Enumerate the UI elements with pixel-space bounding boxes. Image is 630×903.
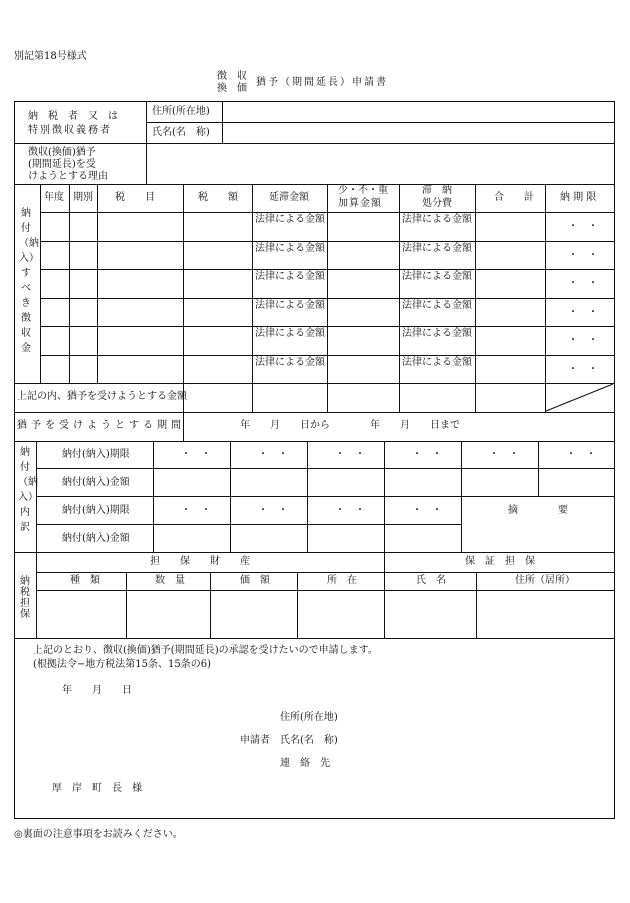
application-statement: 上記のとおり、徴収(換価)猶予(期間延長)の承認を受けたいので申請します。 [33,645,378,656]
row5-deadline: ・ ・ [568,335,598,346]
addressee: 厚 岸 町 長 様 [52,783,142,794]
inst-date: ・ ・ [181,449,211,460]
row6-deadline: ・ ・ [568,364,598,375]
payable-side-label: 納付（納入）すべき徴収金 [19,208,39,354]
row1-disposal: 法律による金額 [402,214,472,225]
property-header: 担 保 財 産 [150,556,250,567]
period-value: 年 月 日から 年 月 日まで [240,420,460,431]
name-label: 氏名(名 称) [152,127,210,138]
applicant-address: 住所(所在地) [280,712,338,723]
application-date: 年 月 日 [62,685,132,696]
row1-delinquency: 法律による金額 [255,214,325,225]
reason-label-3: けようとする理由 [28,171,108,182]
row1-deadline: ・ ・ [568,221,598,232]
row5-delinquency: 法律による金額 [255,328,325,339]
col-year: 年度 [44,192,64,203]
title-convert: 換 価 [217,83,247,94]
row4-delinquency: 法律による金額 [255,300,325,311]
col-tax-amount: 税 額 [198,192,238,203]
col-value: 価 額 [240,575,270,586]
inst-date: ・ ・ [181,505,211,516]
diagonal-slash [545,383,614,412]
row2-deadline: ・ ・ [568,250,598,261]
row5-disposal: 法律による金額 [402,328,472,339]
page-title: 猶予（期間延長）申請書 [256,77,388,88]
period-label: 猶予を受けようとする期間 [17,420,185,431]
form-number: 別記第18号様式 [14,51,87,62]
row3-disposal: 法律による金額 [402,271,472,282]
col-quantity: 数 量 [155,575,185,586]
special-collector-label: 特別徴収義務者 [28,125,112,136]
col-penalty-2: 加算金額 [338,198,382,209]
inst-date: ・ ・ [335,449,365,460]
inst-date: ・ ・ [566,449,596,460]
breakdown-side-label: 納付（納入）内訳 [18,447,38,533]
remarks-label: 摘 要 [508,505,568,516]
col-period: 期別 [73,192,93,203]
applicant-contact: 連 絡 先 [280,758,330,769]
col-tax-item: 税 目 [115,192,155,203]
taxpayer-label: 納 税 者 又 は [28,111,118,122]
row3-delinquency: 法律による金額 [255,271,325,282]
reason-label-1: 徴収(換価)猶予 [28,147,96,158]
legal-basis: (根拠法令−地方税法第15条、15条の6) [33,659,211,670]
col-guarantor-name: 氏 名 [416,575,446,586]
col-residence: 住所（居所） [515,575,575,586]
collateral-side-label: 納税担保 [20,576,30,620]
inst-date: ・ ・ [489,449,519,460]
inst-date: ・ ・ [412,505,442,516]
col-disposal-2: 処分費 [422,198,452,209]
inst-date: ・ ・ [335,505,365,516]
inst-deadline-label-1: 納付(納入)期限 [62,449,130,460]
row6-disposal: 法律による金額 [402,357,472,368]
guarantor-header: 保 証 担 保 [465,556,535,567]
row4-disposal: 法律による金額 [402,300,472,311]
applicant-name: 申請者 氏名(名 称) [240,735,338,746]
deferral-amount-label: 上記の内、猶予を受けようとする金額 [17,391,187,402]
inst-amount-label-2: 納付(納入)金額 [62,533,130,544]
col-total: 合 計 [494,192,534,203]
inst-date: ・ ・ [412,449,442,460]
row3-deadline: ・ ・ [568,278,598,289]
row2-delinquency: 法律による金額 [255,243,325,254]
inst-date: ・ ・ [258,449,288,460]
inst-date: ・ ・ [258,505,288,516]
col-location: 所 在 [327,575,357,586]
reason-label-2: (期間延長)を受 [28,159,96,170]
inst-deadline-label-2: 納付(納入)期限 [62,505,130,516]
row2-disposal: 法律による金額 [402,243,472,254]
footer-note: ◎裏面の注意事項をお読みください。 [14,829,183,840]
inst-amount-label-1: 納付(納入)金額 [62,477,130,488]
col-penalty-1: 少・不・重 [338,185,388,196]
col-kind: 種 類 [70,575,100,586]
title-collect: 徴 収 [217,71,247,82]
address-label: 住所(所在地) [152,106,210,117]
col-delinquency: 延滞金額 [269,192,309,203]
col-deadline: 納 期 限 [560,192,597,203]
col-disposal-1: 滞 納 [422,185,452,196]
row4-deadline: ・ ・ [568,307,598,318]
row6-delinquency: 法律による金額 [255,357,325,368]
